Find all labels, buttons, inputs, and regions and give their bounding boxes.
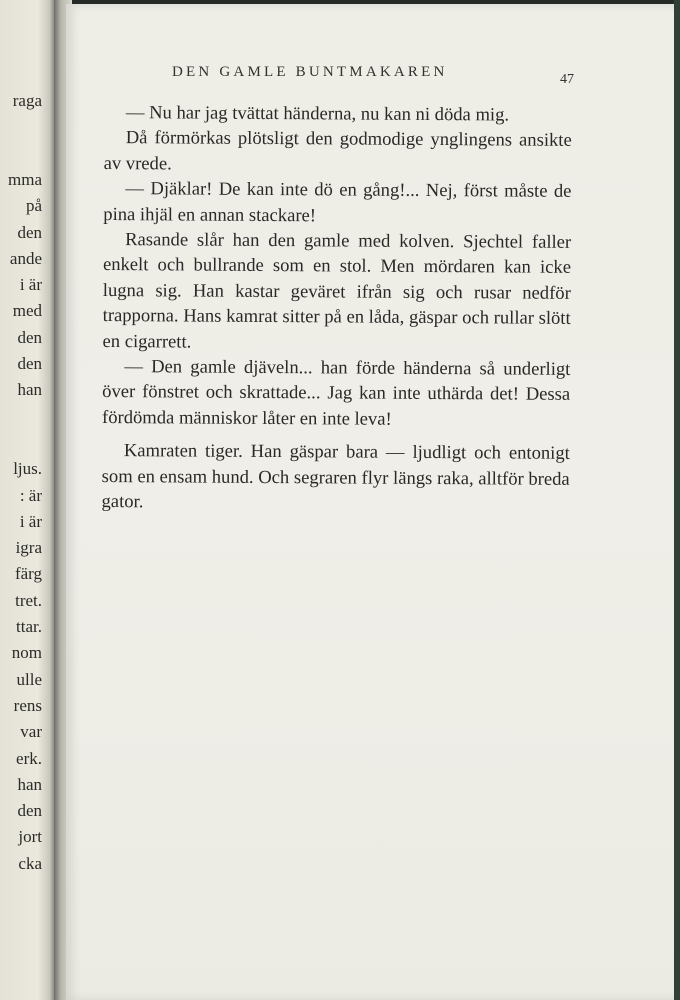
- left-page-line: han: [17, 774, 42, 794]
- left-page-line: igra: [15, 538, 42, 558]
- left-page-line: var: [20, 722, 42, 742]
- left-page-line: nom: [11, 643, 42, 663]
- left-page-line: ande: [9, 248, 42, 268]
- running-header: DEN GAMLE BUNTMAKAREN: [172, 64, 448, 80]
- left-page-line: färg: [14, 564, 42, 584]
- paragraph: Då förmörkas plötsligt den godmodige ynglingens ansikte av vrede.: [103, 127, 572, 175]
- left-page-line: ttar.: [16, 617, 42, 636]
- left-page-line: ulle: [16, 669, 42, 689]
- left-page-line: : är: [19, 485, 42, 505]
- left-page-line: raga: [12, 91, 42, 110]
- page-number: 47: [560, 72, 574, 87]
- left-page-line: tret.: [15, 590, 42, 610]
- left-page-line: han: [17, 380, 42, 400]
- page-body-text: [101, 100, 572, 517]
- paragraph: — Den gamle djäveln... han förde händerna så underligt över fönstret och skrattade... Jag kan inte uthärda det! Dessa fördömda människor låter en inte leva!: [101, 356, 571, 430]
- book-cover-edge: [674, 0, 680, 1000]
- left-page-line: cka: [18, 853, 42, 873]
- left-page-edge: [0, 0, 54, 1000]
- paragraph: Kamraten tiger. Han gäspar bara — ljudligt och entonigt som en ensam hund. Och segraren flyr längs raka, alltför breda gator.: [101, 440, 570, 513]
- left-page-line: med: [12, 301, 42, 321]
- paragraph: Rasande slår han den gamle med kolven. Sjechtel faller enkelt och bullrande som en stol. Men mördaren kan icke lugna sig. Han kastar geväret ifrån sig och rusar nedför trapporna. Hans kamrat sitter på en låda, gäspar och rullar slött en cigarrett.: [102, 229, 572, 353]
- left-page-line: erk.: [16, 748, 42, 768]
- left-page-line: den: [17, 801, 42, 821]
- left-page-line: rens: [13, 695, 42, 715]
- left-page-line: den: [17, 354, 42, 373]
- paragraph: — Nu har jag tvättat händerna, nu kan ni döda mig.: [125, 102, 510, 126]
- left-page-line: jort: [18, 827, 42, 847]
- left-page-line: på: [25, 196, 42, 216]
- left-page-line: den: [17, 327, 42, 347]
- left-page-line: mma: [8, 169, 42, 189]
- left-page-line: ljus.: [13, 459, 42, 479]
- paragraph: — Djäklar! De kan inte dö en gång!... Nej, först måste de pina ihjäl en annan stackare!: [103, 178, 572, 226]
- left-page-line: den: [17, 222, 42, 242]
- left-page-line: i är: [19, 275, 42, 295]
- left-page-line: i är: [19, 511, 42, 531]
